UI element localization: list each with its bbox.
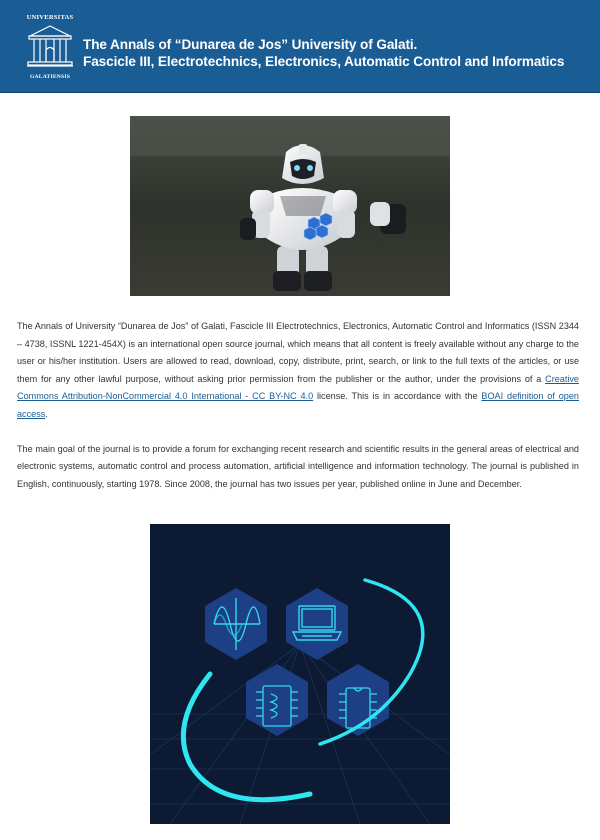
journal-title-line1: The Annals of “Dunarea de Jos” University of Galati. (83, 37, 418, 52)
robot-photo (130, 116, 450, 296)
logo-top-text: UNIVERSITAS (26, 14, 74, 21)
boai-link[interactable]: BOAI definition of open access (17, 391, 579, 419)
robot-illustration (130, 116, 450, 296)
university-building-icon (26, 24, 74, 68)
paragraph-1-text-end: . (45, 408, 48, 419)
electronics-hexagon-illustration (150, 524, 450, 824)
logo-bottom-text: GALATIENSIS (29, 74, 71, 80)
paragraph-1-text-middle: license. This is in accordance with the (313, 391, 482, 402)
paragraph-1-text: The Annals of University “Dunarea de Jos” of Galati, Fascicle III Electrotechnics, Electronics, Automatic Control and Informatics (ISSN 2344 – 4738, ISSNL 1221-454X) is an international open source journal, which means that all content is freely available without any charge to the user or his/her institution. Users are allowed to read, download, copy, distribute, print, search, or link to the full texts of the articles, or use them for any other lawful purpose, without asking prior permission from the publisher or the author, under the provisions of a (17, 321, 579, 384)
description-paragraph-2: The main goal of the journal is to provide a forum for exchanging recent research and scientific results in the general areas of electrical and electronic systems, automatic control and process automation, artificial intelligence and information technology. The journal is published in English, continuously, starting 1978. Since 2008, the journal has two issues per year, published online in June and December. (17, 443, 579, 489)
university-logo[interactable] (23, 12, 77, 80)
journal-description (17, 318, 579, 493)
description-paragraph-1 (17, 318, 579, 424)
journal-title (83, 37, 593, 70)
electronics-graphic (150, 524, 450, 824)
site-header (0, 0, 600, 93)
journal-title-line2: Fascicle III, Electrotechnics, Electronics, Automatic Control and Informatics (83, 53, 565, 69)
license-link[interactable]: Creative Commons Attribution-NonCommercial 4.0 International - CC BY-NC 4.0 (17, 373, 579, 402)
